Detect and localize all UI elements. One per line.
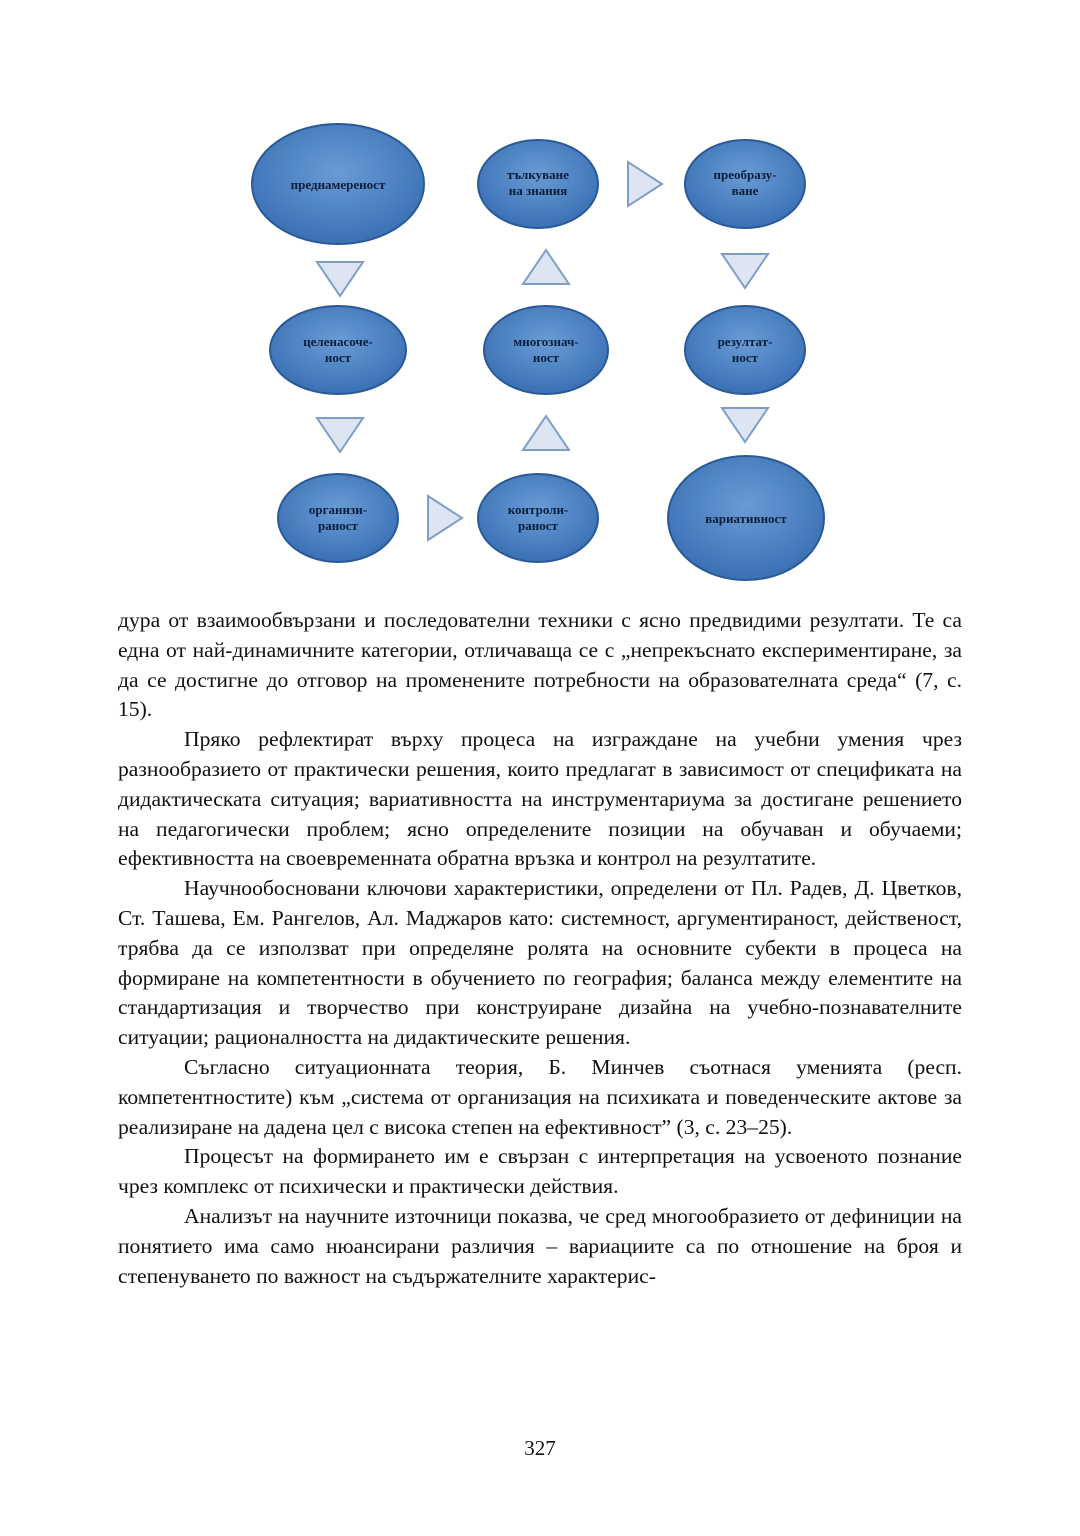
paragraph: дура от взаимообвързани и последователни техники с ясно предвидими резултати. Те са една от най-динамичните категории, отличаваща се с „непрекъснато експериментиране, за да се достигне до отговор на променените потребности на образователната среда“ (7, с. 15). xyxy=(118,608,962,722)
node-label: ване xyxy=(731,183,759,198)
node-label: ност xyxy=(731,350,759,365)
node-label: на знания xyxy=(508,183,568,198)
node-organiziranost xyxy=(278,474,398,562)
arrow-right-icon xyxy=(428,496,462,540)
node-prednamerenost xyxy=(252,124,424,244)
process-diagram xyxy=(240,110,860,590)
diagram-canvas xyxy=(240,110,860,590)
node-label: ност xyxy=(532,350,560,365)
node-kontroliranost xyxy=(478,474,598,562)
arrow-right-icon xyxy=(628,162,662,206)
arrow-up-icon xyxy=(523,416,569,450)
node-label: многознач- xyxy=(513,334,579,349)
node-label: тълкуване xyxy=(507,167,569,182)
node-label: организи- xyxy=(308,502,368,517)
body-text xyxy=(118,606,962,1291)
paragraph: Съгласно ситуационната теория, Б. Минчев съотнася уменията (респ. компетентностите) към „система от организация на психиката и поведенческите актове за реализиране на дадена цел с висока степен на ефективност” (3, с. 23–25). xyxy=(118,1054,962,1139)
arrow-up-icon xyxy=(523,250,569,284)
node-mnogoznachnost xyxy=(484,306,608,394)
node-talkuvane xyxy=(478,140,598,228)
paragraph: Пряко рефлектират върху процеса на изграждане на учебни умения чрез разнообразието от практически решения, които предлагат в зависимост от спецификата на дидактическата ситуация; вариативността на инструментариума за достигане решението на педагогически проблем; ясно определените позиции на обучаван и обучаеми; ефективността на своевременната обратна връзка и контрол на резултатите. xyxy=(118,727,962,871)
paragraph: Анализът на научните източници показва, че сред многообразието от дефиниции на понятието има само нюансирани различия – вариациите са по отношение на броя и степенуването по важност на съдържателните характерис- xyxy=(118,1203,962,1288)
node-label: раност xyxy=(318,518,358,533)
node-variativnost xyxy=(668,456,824,580)
paragraph: Научнообосновани ключови характеристики, определени от Пл. Радев, Д. Цветков, Ст. Ташева, Ем. Рангелов, Ал. Маджаров като: системност, аргументираност, действеност, трябва да се използват при определяне ролята на основните субекти в процеса на формиране на компетентности в обучението по география; баланса между елементите на стандартизация и творчество при конструиране дизайна на учебно-познавателните ситуации; рационалността на дидактическите решения. xyxy=(118,876,962,1050)
node-label: контроли- xyxy=(507,502,569,517)
node-tselenasochenost xyxy=(270,306,406,394)
arrow-down-icon xyxy=(317,418,363,452)
node-label: вариативност xyxy=(705,511,787,526)
node-label: раност xyxy=(518,518,558,533)
node-label: резултат- xyxy=(717,334,773,349)
node-preobrazuvane xyxy=(685,140,805,228)
arrow-down-icon xyxy=(722,254,768,288)
page-number: 327 xyxy=(524,1436,556,1460)
paragraph: Процесът на формирането им е свързан с интерпретация на усвоеното познание чрез комплекс от психически и практически действия. xyxy=(118,1144,962,1199)
node-label: ност xyxy=(324,350,352,365)
arrow-down-icon xyxy=(722,408,768,442)
arrow-down-icon xyxy=(317,262,363,296)
node-label: целенасоче- xyxy=(303,334,373,349)
node-label: преобразу- xyxy=(713,167,777,182)
node-rezultatnost xyxy=(685,306,805,394)
node-label: преднамереност xyxy=(290,177,386,192)
